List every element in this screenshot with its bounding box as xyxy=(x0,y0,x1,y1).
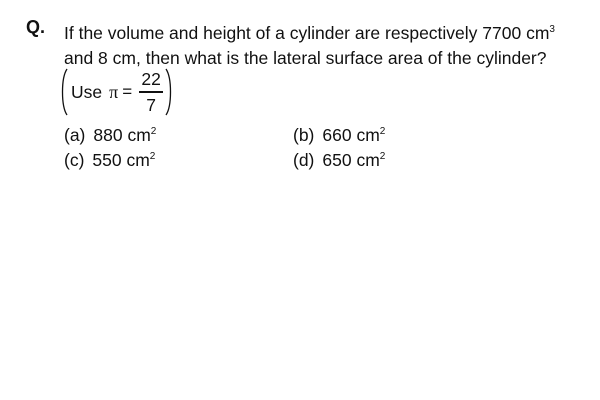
question-line-2: and 8 cm, then what is the lateral surface area of the cylinder? xyxy=(64,48,547,68)
question-text xyxy=(64,17,594,71)
cubic-superscript: 3 xyxy=(549,24,555,35)
hint-use-text: Use xyxy=(71,81,103,102)
question-line-1 xyxy=(64,17,594,46)
fraction-denominator: 7 xyxy=(146,94,157,115)
left-parenthesis xyxy=(60,68,68,116)
option-a-key: (a) xyxy=(64,125,86,145)
option-d-sup: 2 xyxy=(379,151,386,162)
option-b-key: (b) xyxy=(293,125,315,145)
option-b-sup: 2 xyxy=(379,126,386,137)
question-line-1-text: If the volume and height of a cylinder are respectively 7700 cm xyxy=(64,23,550,43)
option-b-value: 660 cm xyxy=(322,125,380,145)
option-c-sup: 2 xyxy=(149,151,156,162)
option-c[interactable] xyxy=(64,144,155,173)
option-a-sup: 2 xyxy=(150,126,157,137)
fraction-numerator: 22 xyxy=(141,69,161,90)
pi-symbol: π xyxy=(109,81,119,102)
option-a-value: 880 cm xyxy=(93,125,151,145)
option-c-value: 550 cm xyxy=(92,150,150,170)
right-parenthesis xyxy=(165,68,173,116)
equals-sign: = xyxy=(122,82,133,101)
option-d-value: 650 cm xyxy=(322,150,380,170)
option-d[interactable] xyxy=(293,144,385,173)
fraction-bar xyxy=(139,91,163,93)
fraction xyxy=(139,69,163,115)
option-c-key: (c) xyxy=(64,150,85,170)
option-d-key: (d) xyxy=(293,150,315,170)
question-label: Q. xyxy=(26,17,46,37)
pi-hint xyxy=(60,68,173,116)
